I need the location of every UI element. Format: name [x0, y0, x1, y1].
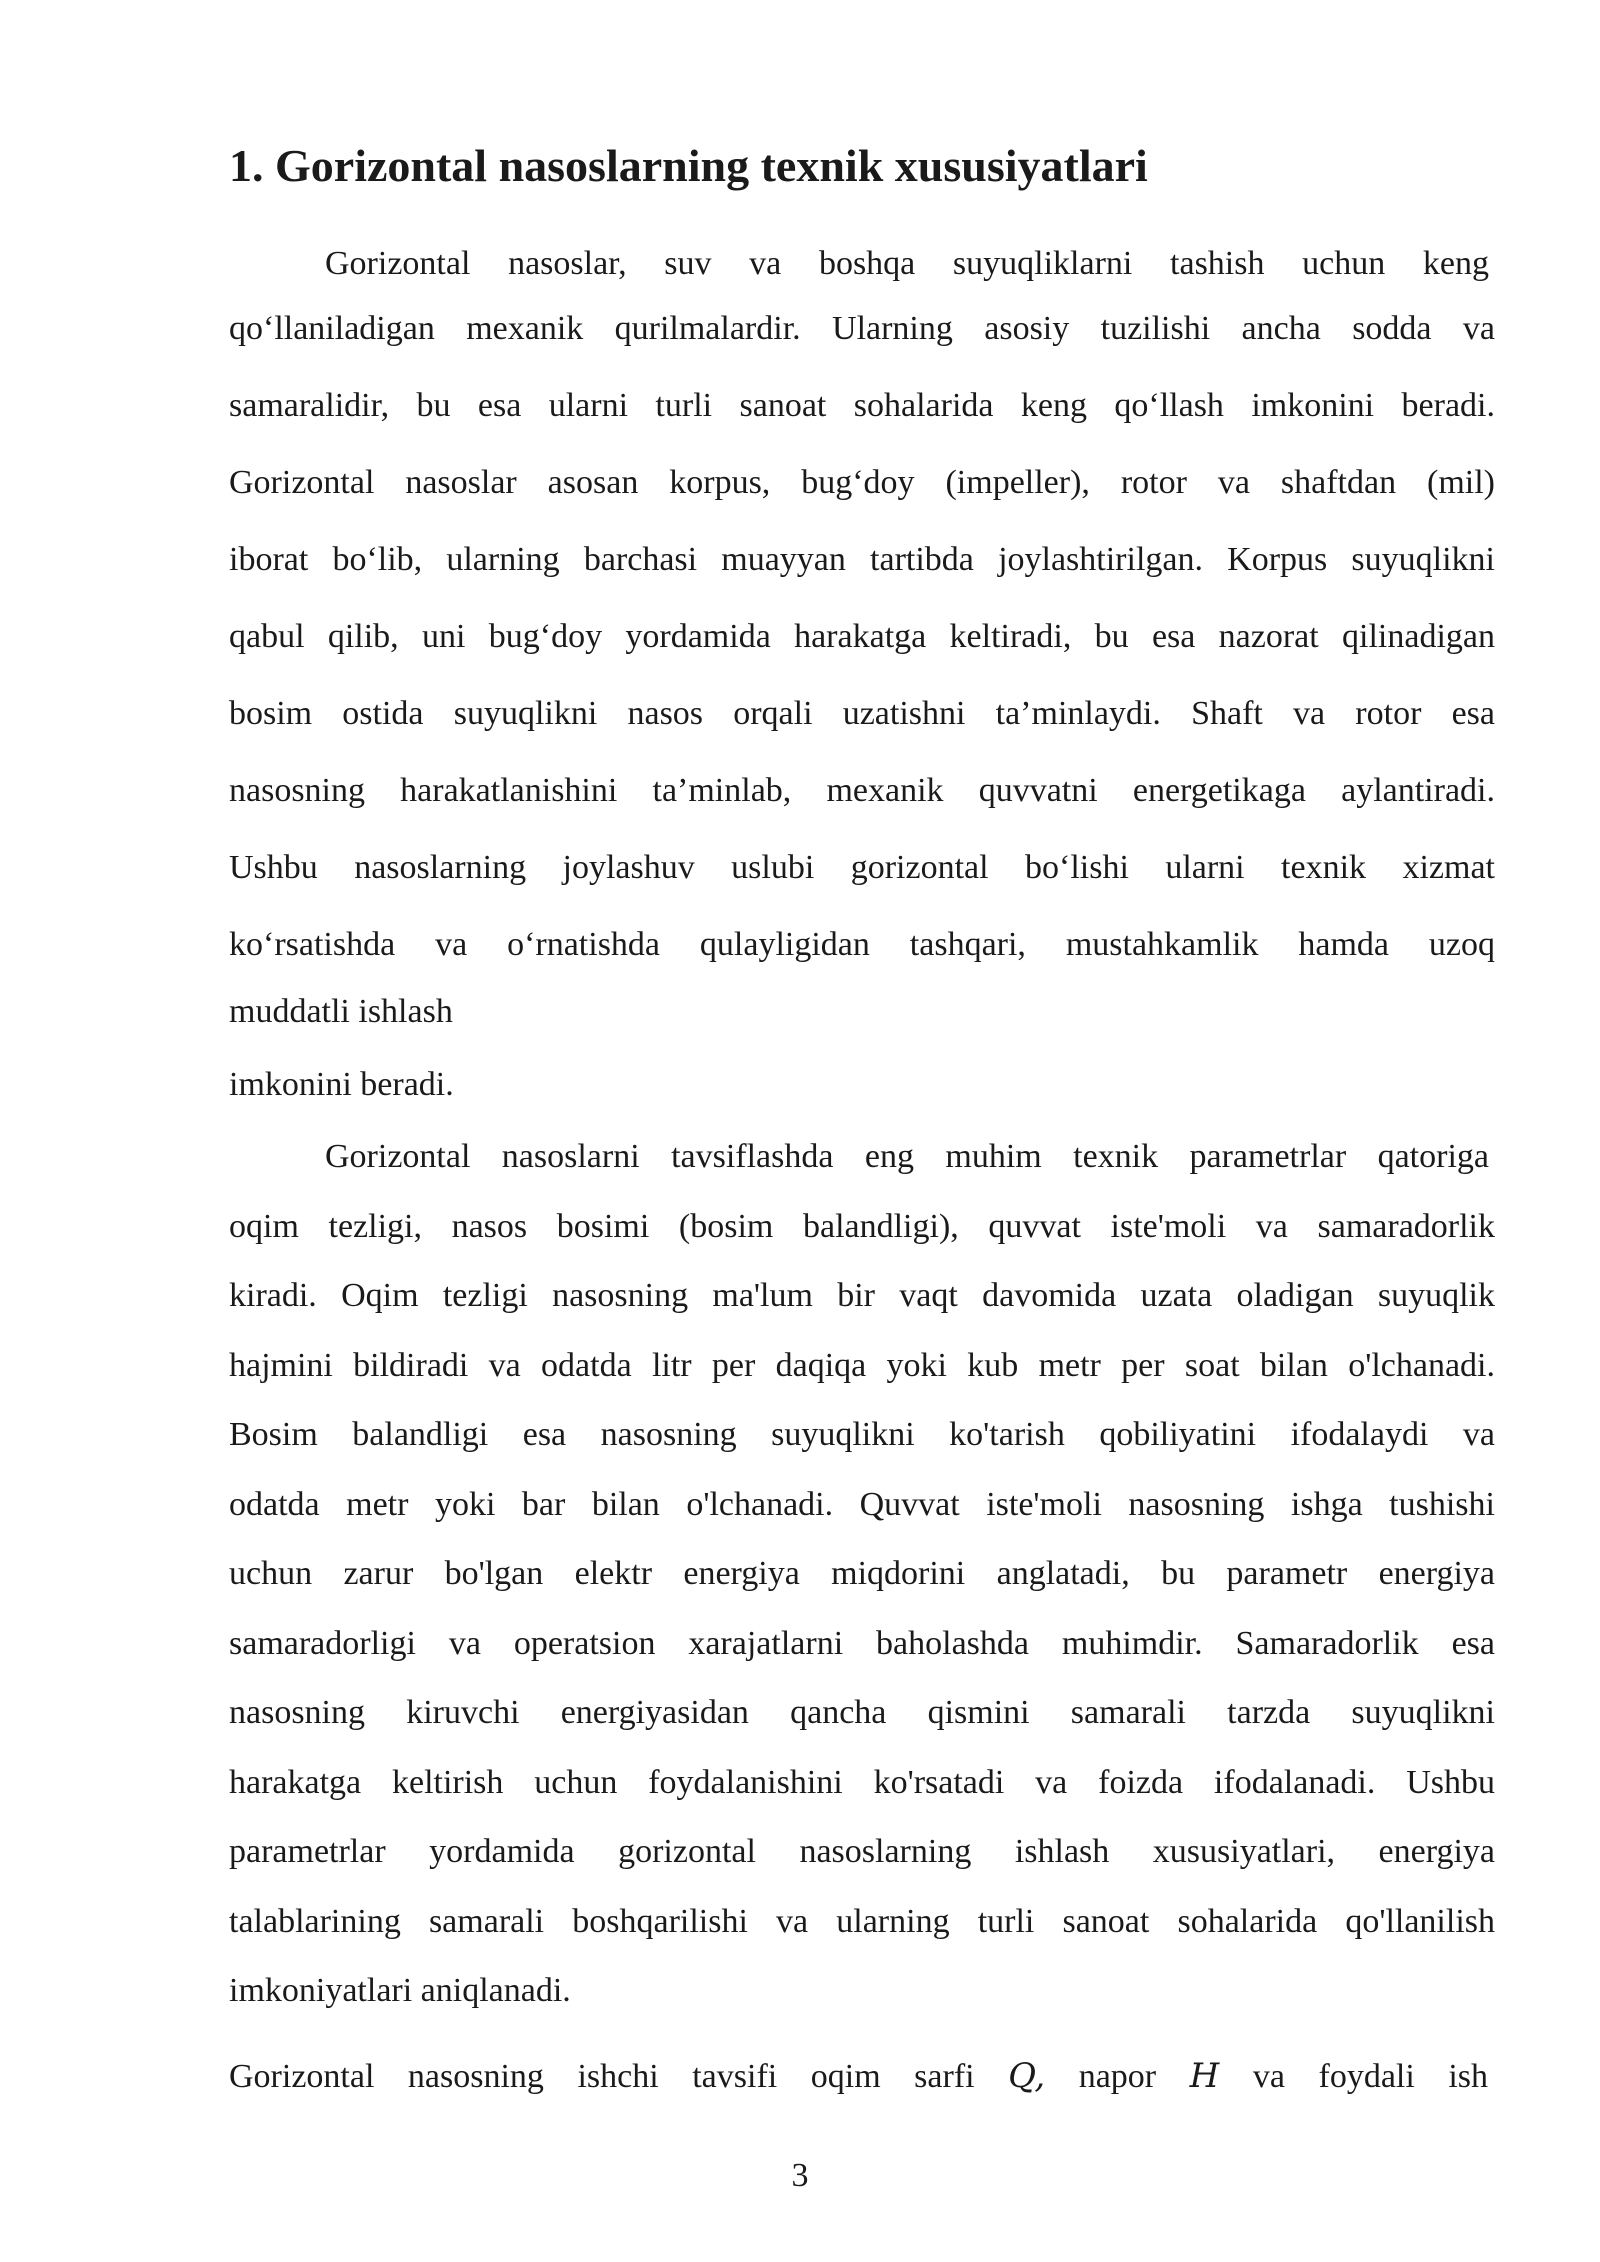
- paragraph-2-line: samaradorligi va operatsion xarajatlarni baholashda muhimdir. Samaradorlik esa: [229, 1625, 1495, 1662]
- paragraph-1-line: ko‘rsatishda va o‘rnatishda qulayligidan tashqari, mustahkamlik hamda uzoq: [229, 926, 1495, 963]
- paragraph-2-line: kiradi. Oqim tezligi nasosning ma'lum bir vaqt davomida uzata oladigan suyuqlik: [229, 1277, 1495, 1314]
- section-heading: 1. Gorizontal nasoslarning texnik xususiyatlari: [229, 140, 1148, 191]
- paragraph-2-line: Gorizontal nasoslarni tavsiflashda eng muhim texnik parametrlar qatoriga: [325, 1138, 1489, 1175]
- paragraph-2-line: harakatga keltirish uchun foydalanishini ko'rsatadi va foizda ifodalanadi. Ushbu: [229, 1764, 1495, 1801]
- paragraph-1-line: qabul qilib, uni bug‘doy yordamida harakatga keltiradi, bu esa nazorat qilinadigan: [229, 618, 1495, 655]
- head-symbol: H: [1189, 2056, 1220, 2096]
- paragraph-1-line: Gorizontal nasoslar, suv va boshqa suyuqliklarni tashish uchun keng: [325, 245, 1489, 282]
- paragraph-2-line: hajmini bildiradi va odatda litr per daqiqa yoki kub metr per soat bilan o'lchanadi.: [229, 1347, 1495, 1384]
- paragraph-3-line: [229, 2054, 1488, 2099]
- paragraph-1-line: muddatli ishlash: [229, 993, 453, 1030]
- paragraph-2-line: oqim tezligi, nasos bosimi (bosim balandligi), quvvat iste'moli va samaradorlik: [229, 1208, 1495, 1245]
- paragraph-1-line: Ushbu nasoslarning joylashuv uslubi gorizontal bo‘lishi ularni texnik xizmat: [229, 849, 1495, 886]
- paragraph-1-line: imkonini beradi.: [229, 1066, 454, 1103]
- paragraph-1-line: bosim ostida suyuqlikni nasos orqali uzatishni ta’minlaydi. Shaft va rotor esa: [229, 695, 1495, 732]
- paragraph-3-text: va foydali ish: [1252, 2058, 1489, 2095]
- paragraph-2-line: nasosning kiruvchi energiyasidan qancha qismini samarali tarzda suyuqlikni: [229, 1694, 1495, 1731]
- paragraph-1-line: iborat bo‘lib, ularning barchasi muayyan tartibda joylashtirilgan. Korpus suyuqlikni: [229, 541, 1495, 578]
- paragraph-3-text: Gorizontal nasosning ishchi tavsifi oqim sarfi: [229, 2058, 975, 2095]
- paragraph-1-line: samaralidir, bu esa ularni turli sanoat sohalarida keng qo‘llash imkonini beradi.: [229, 387, 1495, 424]
- paragraph-2-line: odatda metr yoki bar bilan o'lchanadi. Quvvat iste'moli nasosning ishga tushishi: [229, 1486, 1495, 1523]
- flow-rate-symbol: Q,: [1008, 2056, 1046, 2096]
- paragraph-1-line: nasosning harakatlanishini ta’minlab, mexanik quvvatni energetikaga aylantiradi.: [229, 772, 1495, 809]
- paragraph-2-line: Bosim balandligi esa nasosning suyuqlikni ko'tarish qobiliyatini ifodalaydi va: [229, 1416, 1495, 1453]
- paragraph-2-line: parametrlar yordamida gorizontal nasoslarning ishlash xususiyatlari, energiya: [229, 1833, 1495, 1870]
- paragraph-2-line: imkoniyatlari aniqlanadi.: [229, 1972, 571, 2009]
- paragraph-1-line: qo‘llaniladigan mexanik qurilmalardir. Ularning asosiy tuzilishi ancha sodda va: [229, 310, 1495, 347]
- paragraph-2-line: uchun zarur bo'lgan elektr energiya miqdorini anglatadi, bu parametr energiya: [229, 1555, 1495, 1592]
- paragraph-2-line: talablarining samarali boshqarilishi va ularning turli sanoat sohalarida qo'llanilish: [229, 1903, 1495, 1940]
- paragraph-1-line: Gorizontal nasoslar asosan korpus, bug‘doy (impeller), rotor va shaftdan (mil): [229, 464, 1495, 501]
- page-number: 3: [791, 2157, 809, 2194]
- paragraph-3-text: napor: [1078, 2058, 1157, 2095]
